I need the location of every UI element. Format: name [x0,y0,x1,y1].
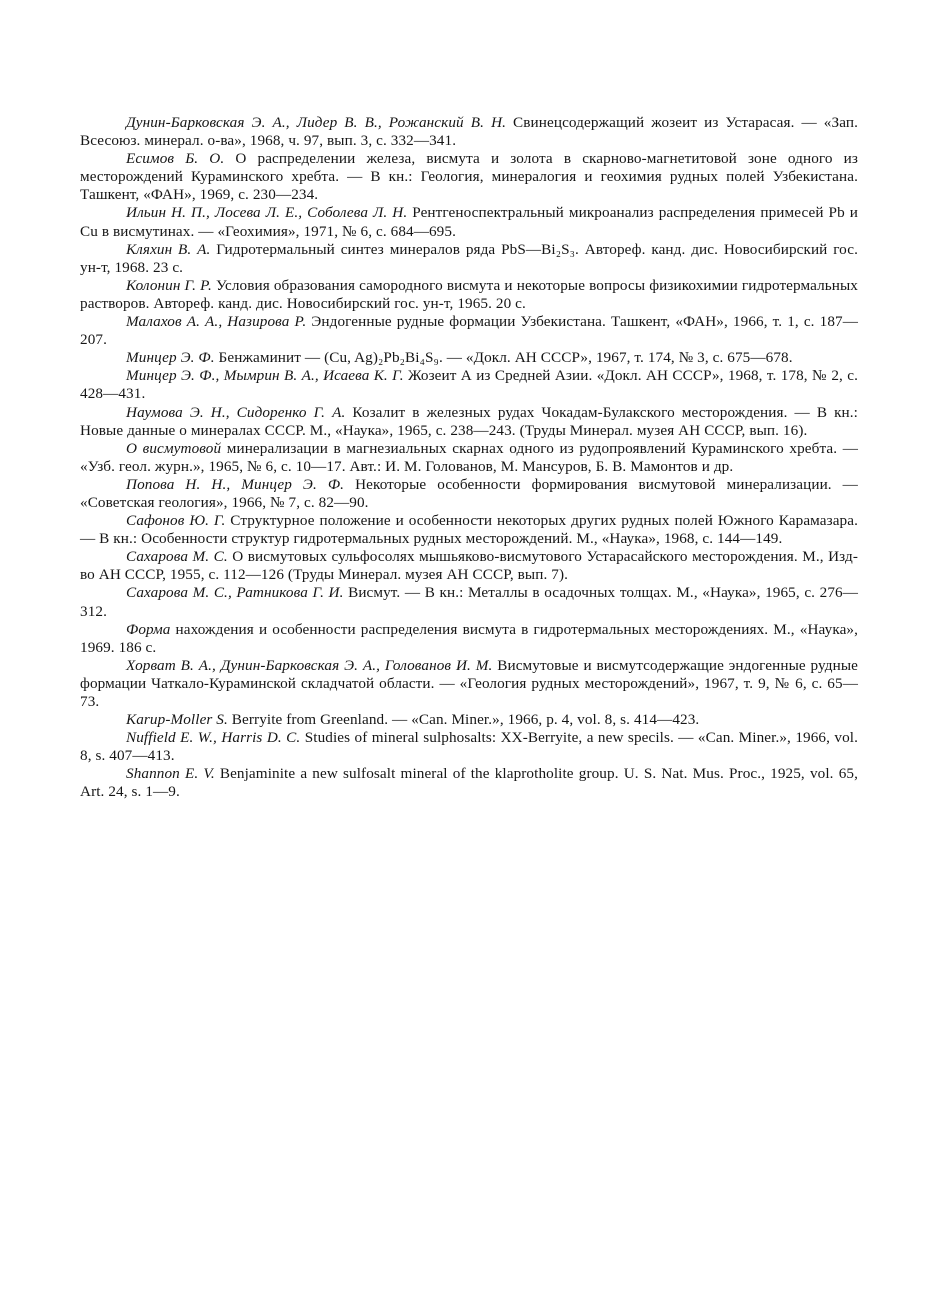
reference-text: Свинецсодержащий жозеит из Устарасая. — «Зап. Всесоюз. минерал. о-ва», 1968, ч. 97, вып. 3, с. 332—341. [80,114,858,150]
reference-authors: Karup-Moller S. [126,711,228,729]
reference-text: Висмутовые и висмутсодержащие эндогенные рудные формации Чаткало-Кураминской складчатой области. — «Геология рудных месторождений», 1967, т. 9, № 6, с. 65—73. [80,656,858,710]
reference-text: Некоторые особенности формирования висмутовой минерализации. — «Советская геология», 1966, № 7, с. 82—90. [80,475,858,511]
reference-text: Рентгеноспектральный микроанализ распределения примесей Pb и Cu в висмутинах. — «Геохимия», 1971, № 6, с. 684—695. [80,204,858,240]
reference-text: нахождения и особенности распределения висмута в гидротермальных месторождениях. М., «Наука», 1969. 186 с. [80,620,858,656]
reference-text: Висмут. — В кн.: Металлы в осадочных толщах. М., «Наука», 1965, с. 276—312. [80,584,858,620]
reference-authors: Shannon E. V. [126,765,215,783]
reference-entry [80,349,858,367]
reference-entry [80,476,858,512]
reference-entry [80,204,858,240]
reference-authors: Nuffield E. W., Harris D. C. [126,729,301,747]
reference-authors: Сахарова М. С., Ратникова Г. И. [126,584,344,602]
reference-authors: Сафонов Ю. Г. [126,512,226,530]
reference-entry [80,512,858,548]
reference-entry [80,584,858,620]
reference-text: Структурное положение и особенности некоторых других рудных полей Южного Карамазара. — В кн.: Особенности структур гидротермальных рудных месторождений. М., «Наука», 1968, с. 144—149. [80,512,858,548]
reference-entry [80,548,858,584]
reference-entry [80,277,858,313]
reference-entry [80,657,858,711]
reference-authors: О висмутовой [126,439,222,457]
reference-authors: Хорват В. А., Дунин-Барковская Э. А., Голованов И. М. [126,656,493,674]
reference-authors: Малахов А. А., Назирова Р. [126,313,307,331]
reference-authors: Есимов Б. О. [126,150,225,168]
reference-authors: Попова Н. Н., Минцер Э. Ф. [126,475,345,493]
reference-authors: Кляхин В. А. [126,240,211,258]
reference-entry [80,711,858,729]
reference-authors: Ильин Н. П., Лосева Л. Е., Соболева Л. Н. [126,204,408,222]
reference-entry [80,621,858,657]
reference-entry [80,241,858,277]
reference-authors: Минцер Э. Ф., Мымрин В. А., Исаева К. Г. [126,367,404,385]
reference-authors: Дунин-Барковская Э. А., Лидер В. В., Рожанский В. Н. [126,114,507,131]
reference-entry [80,367,858,403]
reference-text: Бенжаминит — (Cu, Ag)₂Pb₂Bi₄S₉. — «Докл. АН СССР», 1967, т. 174, № 3, с. 675—678. [214,349,793,367]
reference-text: Козалит в железных рудах Чокадам-Булакского месторождения. — В кн.: Новые данные о минералах СССР. М., «Наука», 1965, с. 238—243. (Труды Минерал. музея АН СССР, вып. 16). [80,403,858,439]
reference-authors: Наумова Э. Н., Сидоренко Г. А. [126,403,346,421]
reference-text: Условия образования самородного висмута и некоторые вопросы физикохимии гидротермальных растворов. Автореф. канд. дис. Новосибирский гос. ун-т, 1965. 20 с. [80,276,859,312]
reference-text: Berryite from Greenland. — «Can. Miner.», 1966, p. 4, vol. 8, s. 414—423. [227,711,700,729]
reference-entry [80,114,858,150]
reference-text: О висмутовых сульфосолях мышьяково-висмутового Устарасайского месторождения. М., Изд-во АН СССР, 1955, с. 112—126 (Труды Минерал. музея АН СССР, вып. 7). [80,548,858,584]
reference-text: Гидротермальный синтез минералов ряда PbS—Bi₂S₃. Автореф. канд. дис. Новосибирский гос. ун-т, 1968. 23 с. [80,240,858,276]
reference-authors: Сахарова М. С. [126,548,228,566]
reference-text: Studies of mineral sulphosalts: XX-Berryite, a new specils. — «Can. Miner.», 1966, vol. 8, s. 407—413. [80,729,858,765]
reference-entry [80,404,858,440]
reference-entry [80,440,858,476]
reference-entry [80,765,858,801]
reference-entry [80,729,858,765]
reference-entry [80,150,858,204]
reference-text: О распределении железа, висмута и золота в скарново-магнетитовой зоне одного из месторождений Кураминского хребта. — В кн.: Геология, минералогия и геохимия рудных полей Узбекистана. Ташкент, «ФАН», 1969, с. 230—234. [80,150,858,204]
reference-text: Benjaminite a new sulfosalt mineral of the klaprotholite group. U. S. Nat. Mus. Proc., 1925, vol. 65, Art. 24, s. 1—9. [80,765,858,801]
reference-text: минерализации в магнезиальных скарнах одного из рудопроявлений Кураминского хребта. — «Узб. геол. журн.», 1965, № 6, с. 10—17. Авт.: И. М. Голованов, М. Мансуров, Б. В. Мамонтов и др. [80,439,858,475]
reference-text: Жозеит А из Средней Азии. «Докл. АН СССР», 1968, т. 178, № 2, с. 428—431. [80,367,859,403]
bibliography-list [80,114,858,802]
reference-authors: Минцер Э. Ф. [126,349,215,367]
reference-entry [80,313,858,349]
reference-authors: Колонин Г. Р. [126,276,212,294]
reference-authors: Форма [126,620,171,638]
reference-text: Эндогенные рудные формации Узбекистана. Ташкент, «ФАН», 1966, т. 1, с. 187—207. [80,313,859,349]
